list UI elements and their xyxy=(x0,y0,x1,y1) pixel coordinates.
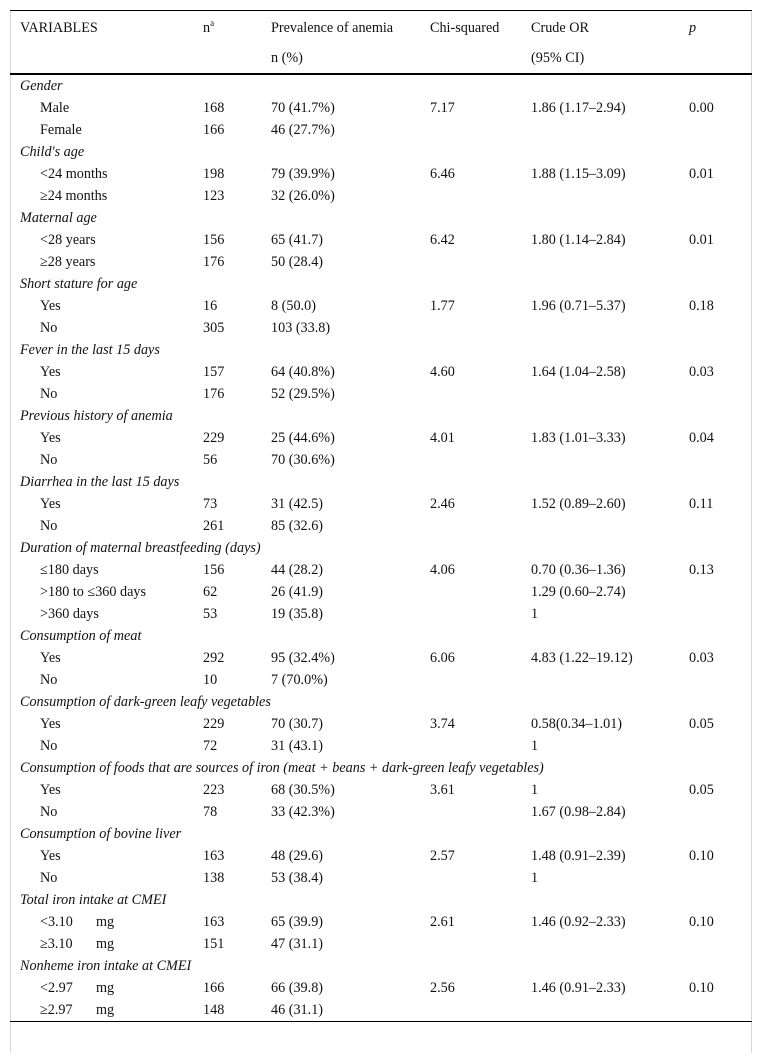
cell-prevalence: 46 (31.1) xyxy=(271,999,430,1022)
cell-chi-squared xyxy=(430,735,531,757)
cell-crude-or xyxy=(531,317,689,339)
row-label-value: <2.97 xyxy=(40,980,73,996)
table-row xyxy=(10,163,752,185)
cell-p: 0.05 xyxy=(689,716,714,732)
cell-n: 229 xyxy=(203,430,225,446)
cell-n: 151 xyxy=(203,936,225,952)
header-ci: (95% CI) xyxy=(531,43,689,74)
group-header-row xyxy=(10,537,752,559)
cell-chi-squared: 2.57 xyxy=(430,848,455,864)
header-n-footnote: a xyxy=(210,18,215,28)
cell-p xyxy=(689,933,752,955)
row-label: Female xyxy=(40,122,82,138)
cell-n: 168 xyxy=(203,100,225,116)
cell-chi-squared: 2.56 xyxy=(430,980,455,996)
row-label: No xyxy=(40,386,58,402)
cell-crude-or: 1.46 (0.91–2.33) xyxy=(531,980,626,996)
cell-chi-squared: 4.01 xyxy=(430,430,455,446)
cell-p: 0.01 xyxy=(689,166,714,182)
table-row xyxy=(10,911,752,933)
cell-n: 305 xyxy=(203,320,225,336)
cell-p xyxy=(689,383,752,405)
table-row xyxy=(10,845,752,867)
group-header-row xyxy=(10,141,752,163)
table-row xyxy=(10,867,752,889)
cell-crude-or: 1.64 (1.04–2.58) xyxy=(531,364,626,380)
cell-n: 72 xyxy=(203,738,218,754)
row-label-unit: mg xyxy=(96,914,115,930)
table-row xyxy=(10,977,752,999)
cell-p: 0.05 xyxy=(689,782,714,798)
cell-prevalence: 25 (44.6%) xyxy=(271,430,335,446)
group-header-row xyxy=(10,405,752,427)
cell-n: 73 xyxy=(203,496,218,512)
row-label: ≤180 days xyxy=(40,562,99,578)
cell-crude-or: 0.70 (0.36–1.36) xyxy=(531,562,626,578)
cell-n: 10 xyxy=(203,672,218,688)
cell-n: 223 xyxy=(203,782,225,798)
cell-crude-or: 0.58(0.34–1.01) xyxy=(531,716,623,732)
cell-p: 0.10 xyxy=(689,848,714,864)
cell-prevalence: 44 (28.2) xyxy=(271,562,324,578)
cell-crude-or: 4.83 (1.22–19.12) xyxy=(531,650,633,666)
cell-n: 261 xyxy=(203,518,225,534)
cell-p xyxy=(689,185,752,207)
table-row xyxy=(10,295,752,317)
cell-n: 62 xyxy=(203,584,218,600)
cell-chi-squared: 6.06 xyxy=(430,650,455,666)
group-header-row xyxy=(10,955,752,977)
cell-n: 148 xyxy=(203,999,271,1022)
row-label: No xyxy=(40,672,58,688)
row-label-unit: mg xyxy=(96,1002,115,1018)
cell-chi-squared: 2.61 xyxy=(430,914,455,930)
table-row xyxy=(10,493,752,515)
table-row xyxy=(10,603,752,625)
group-header-row xyxy=(10,207,752,229)
table-row xyxy=(10,735,752,757)
table-row xyxy=(10,251,752,273)
cell-p: 0.11 xyxy=(689,496,714,512)
cell-crude-or: 1.29 (0.60–2.74) xyxy=(531,584,626,600)
cell-p: 0.10 xyxy=(689,980,714,996)
table-row xyxy=(10,933,752,955)
cell-prevalence: 48 (29.6) xyxy=(271,848,324,864)
table-row xyxy=(10,559,752,581)
cell-prevalence: 50 (28.4) xyxy=(271,254,324,270)
cell-chi-squared xyxy=(430,119,531,141)
cell-p xyxy=(689,251,752,273)
cell-n: 292 xyxy=(203,650,225,666)
cell-crude-or: 1 xyxy=(531,606,539,622)
cell-crude-or: 1.48 (0.91–2.39) xyxy=(531,848,626,864)
cell-n: 176 xyxy=(203,254,225,270)
cell-chi-squared: 6.42 xyxy=(430,232,455,248)
cell-crude-or: 1.86 (1.17–2.94) xyxy=(531,100,626,116)
cell-prevalence: 95 (32.4%) xyxy=(271,650,335,666)
row-label: ≥24 months xyxy=(40,188,108,204)
header-crude-or: Crude OR xyxy=(531,11,689,44)
table-row xyxy=(10,317,752,339)
cell-p: 0.00 xyxy=(689,100,714,116)
group-title: Duration of maternal breastfeeding (days) xyxy=(20,540,261,556)
group-title: Gender xyxy=(20,78,63,94)
cell-prevalence: 103 (33.8) xyxy=(271,320,331,336)
cell-crude-or: 1.67 (0.98–2.84) xyxy=(531,804,626,820)
group-title: Diarrhea in the last 15 days xyxy=(20,474,180,490)
cell-chi-squared: 7.17 xyxy=(430,100,455,116)
group-header-row xyxy=(10,273,752,295)
group-title: Total iron intake at CMEI xyxy=(20,892,167,908)
group-title: Short stature for age xyxy=(20,276,138,292)
cell-p xyxy=(689,317,752,339)
row-label: Yes xyxy=(40,364,61,380)
table-row xyxy=(10,185,752,207)
row-label: Yes xyxy=(40,650,61,666)
table-row xyxy=(10,515,752,537)
group-title: Consumption of meat xyxy=(20,628,142,644)
cell-crude-or xyxy=(531,383,689,405)
group-title: Nonheme iron intake at CMEI xyxy=(20,958,192,974)
cell-p xyxy=(689,999,752,1022)
cell-prevalence: 53 (38.4) xyxy=(271,870,324,886)
group-header-row xyxy=(10,823,752,845)
cell-n: 229 xyxy=(203,716,225,732)
cell-p: 0.04 xyxy=(689,430,714,446)
header-p: p xyxy=(689,11,752,44)
row-label: No xyxy=(40,320,58,336)
row-label: No xyxy=(40,518,58,534)
cell-p: 0.18 xyxy=(689,298,714,314)
cell-prevalence: 70 (41.7%) xyxy=(271,100,335,116)
cell-p: 0.03 xyxy=(689,650,714,666)
cell-prevalence: 65 (39.9) xyxy=(271,914,324,930)
cell-chi-squared xyxy=(430,867,531,889)
cell-p xyxy=(689,801,752,823)
group-title: Child's age xyxy=(20,144,85,160)
cell-prevalence: 8 (50.0) xyxy=(271,298,316,314)
cell-p xyxy=(689,669,752,691)
table-row xyxy=(10,999,752,1022)
group-title: Consumption of dark-green leafy vegetables xyxy=(20,694,271,710)
cell-p xyxy=(689,119,752,141)
cell-crude-or: 1.96 (0.71–5.37) xyxy=(531,298,626,314)
group-header-row xyxy=(10,757,752,779)
cell-chi-squared xyxy=(430,603,531,625)
cell-prevalence: 19 (35.8) xyxy=(271,606,324,622)
cell-p xyxy=(689,867,752,889)
row-label: <24 months xyxy=(40,166,108,182)
header-prevalence-unit: n (%) xyxy=(271,43,430,74)
cell-crude-or: 1.52 (0.89–2.60) xyxy=(531,496,626,512)
cell-p: 0.01 xyxy=(689,232,714,248)
group-title: Consumption of bovine liver xyxy=(20,826,182,842)
group-header-row xyxy=(10,889,752,911)
cell-prevalence: 79 (39.9%) xyxy=(271,166,335,182)
group-header-row xyxy=(10,74,752,97)
table-row xyxy=(10,669,752,691)
header-n xyxy=(203,11,271,44)
row-label: No xyxy=(40,804,58,820)
cell-n: 78 xyxy=(203,804,218,820)
header-variables: VARIABLES xyxy=(10,11,203,44)
cell-prevalence: 46 (27.7%) xyxy=(271,122,335,138)
row-label-unit: mg xyxy=(96,936,115,952)
cell-prevalence: 31 (42.5) xyxy=(271,496,324,512)
row-label xyxy=(10,977,203,999)
row-label: Yes xyxy=(40,430,61,446)
header-row-2 xyxy=(10,43,752,74)
cell-prevalence: 47 (31.1) xyxy=(271,936,324,952)
cell-n: 53 xyxy=(203,606,218,622)
cell-p xyxy=(689,581,752,603)
cell-chi-squared xyxy=(430,251,531,273)
row-label xyxy=(10,933,203,955)
table-row xyxy=(10,779,752,801)
cell-n: 157 xyxy=(203,364,225,380)
cell-chi-squared: 4.06 xyxy=(430,562,455,578)
cell-chi-squared xyxy=(430,317,531,339)
anemia-factors-table xyxy=(10,10,752,1022)
cell-prevalence: 52 (29.5%) xyxy=(271,386,335,402)
cell-chi-squared: 4.60 xyxy=(430,364,455,380)
row-label: No xyxy=(40,870,58,886)
cell-crude-or xyxy=(531,515,689,537)
cell-chi-squared xyxy=(430,999,531,1022)
row-label-value: ≥3.10 xyxy=(40,936,73,952)
row-label xyxy=(10,999,203,1022)
table-row xyxy=(10,449,752,471)
row-label: Male xyxy=(40,100,70,116)
cell-n: 56 xyxy=(203,452,218,468)
cell-chi-squared xyxy=(430,669,531,691)
cell-p xyxy=(689,449,752,471)
table-row xyxy=(10,713,752,735)
cell-prevalence: 31 (43.1) xyxy=(271,738,324,754)
row-label: <28 years xyxy=(40,232,96,248)
table-row xyxy=(10,801,752,823)
cell-crude-or: 1 xyxy=(531,782,539,798)
cell-prevalence: 33 (42.3%) xyxy=(271,804,335,820)
table-row xyxy=(10,383,752,405)
cell-n: 166 xyxy=(203,122,225,138)
cell-chi-squared xyxy=(430,933,531,955)
cell-n: 198 xyxy=(203,166,225,182)
cell-crude-or xyxy=(531,999,689,1022)
row-label: No xyxy=(40,738,58,754)
cell-chi-squared: 6.46 xyxy=(430,166,455,182)
cell-n: 123 xyxy=(203,188,225,204)
table-row xyxy=(10,581,752,603)
table-row xyxy=(10,229,752,251)
cell-chi-squared: 1.77 xyxy=(430,298,455,314)
table-row xyxy=(10,119,752,141)
cell-n: 176 xyxy=(203,386,225,402)
cell-chi-squared xyxy=(430,185,531,207)
cell-p: 0.03 xyxy=(689,364,714,380)
row-label: No xyxy=(40,452,58,468)
cell-prevalence: 85 (32.6) xyxy=(271,518,324,534)
table-header xyxy=(10,11,752,75)
row-label: >360 days xyxy=(40,606,99,622)
cell-crude-or: 1.80 (1.14–2.84) xyxy=(531,232,626,248)
cell-n: 166 xyxy=(203,980,225,996)
cell-crude-or xyxy=(531,119,689,141)
cell-p: 0.10 xyxy=(689,914,714,930)
header-chi-squared: Chi-squared xyxy=(430,11,531,44)
group-header-row xyxy=(10,691,752,713)
cell-prevalence: 26 (41.9) xyxy=(271,584,324,600)
header-n-label: n xyxy=(203,20,211,36)
cell-chi-squared: 3.74 xyxy=(430,716,455,732)
cell-crude-or: 1.83 (1.01–3.33) xyxy=(531,430,626,446)
cell-n: 156 xyxy=(203,562,225,578)
cell-chi-squared xyxy=(430,581,531,603)
row-label: ≥28 years xyxy=(40,254,96,270)
cell-crude-or xyxy=(531,251,689,273)
cell-prevalence: 70 (30.7) xyxy=(271,716,324,732)
cell-chi-squared xyxy=(430,515,531,537)
row-label-value: ≥2.97 xyxy=(40,1002,73,1018)
row-label xyxy=(10,911,203,933)
cell-crude-or: 1 xyxy=(531,738,539,754)
header-row-1 xyxy=(10,11,752,44)
group-title: Fever in the last 15 days xyxy=(20,342,160,358)
cell-n: 16 xyxy=(203,298,218,314)
cell-n: 138 xyxy=(203,870,225,886)
cell-p xyxy=(689,603,752,625)
row-label-value: <3.10 xyxy=(40,914,73,930)
row-label-unit: mg xyxy=(96,980,115,996)
cell-crude-or: 1.88 (1.15–3.09) xyxy=(531,166,626,182)
cell-prevalence: 7 (70.0%) xyxy=(271,672,328,688)
cell-crude-or xyxy=(531,449,689,471)
cell-prevalence: 66 (39.8) xyxy=(271,980,324,996)
cell-chi-squared xyxy=(430,449,531,471)
group-title: Maternal age xyxy=(20,210,97,226)
cell-crude-or xyxy=(531,185,689,207)
group-header-row xyxy=(10,339,752,361)
cell-crude-or: 1.46 (0.92–2.33) xyxy=(531,914,626,930)
group-title: Previous history of anemia xyxy=(20,408,173,424)
cell-chi-squared xyxy=(430,801,531,823)
table-row xyxy=(10,361,752,383)
cell-p: 0.13 xyxy=(689,562,714,578)
cell-crude-or xyxy=(531,933,689,955)
row-label: Yes xyxy=(40,782,61,798)
table-row xyxy=(10,647,752,669)
table-row xyxy=(10,97,752,119)
cell-p xyxy=(689,515,752,537)
cell-prevalence: 68 (30.5%) xyxy=(271,782,335,798)
cell-crude-or xyxy=(531,669,689,691)
table-row xyxy=(10,427,752,449)
row-label: Yes xyxy=(40,716,61,732)
group-header-row xyxy=(10,471,752,493)
cell-crude-or: 1 xyxy=(531,870,539,886)
group-header-row xyxy=(10,625,752,647)
cell-n: 156 xyxy=(203,232,225,248)
header-prevalence: Prevalence of anemia xyxy=(271,11,430,44)
cell-prevalence: 70 (30.6%) xyxy=(271,452,335,468)
cell-prevalence: 32 (26.0%) xyxy=(271,188,335,204)
cell-n: 163 xyxy=(203,848,225,864)
cell-chi-squared xyxy=(430,383,531,405)
row-label: >180 to ≤360 days xyxy=(40,584,147,600)
row-label: Yes xyxy=(40,848,61,864)
row-label: Yes xyxy=(40,496,61,512)
group-title: Consumption of foods that are sources of iron (meat + beans + dark-green leafy vegetables) xyxy=(20,760,544,776)
cell-prevalence: 64 (40.8%) xyxy=(271,364,335,380)
cell-prevalence: 65 (41.7) xyxy=(271,232,324,248)
row-label: Yes xyxy=(40,298,61,314)
cell-p xyxy=(689,735,752,757)
cell-chi-squared: 2.46 xyxy=(430,496,455,512)
table-body xyxy=(10,74,752,1022)
cell-n: 163 xyxy=(203,914,225,930)
cell-chi-squared: 3.61 xyxy=(430,782,455,798)
